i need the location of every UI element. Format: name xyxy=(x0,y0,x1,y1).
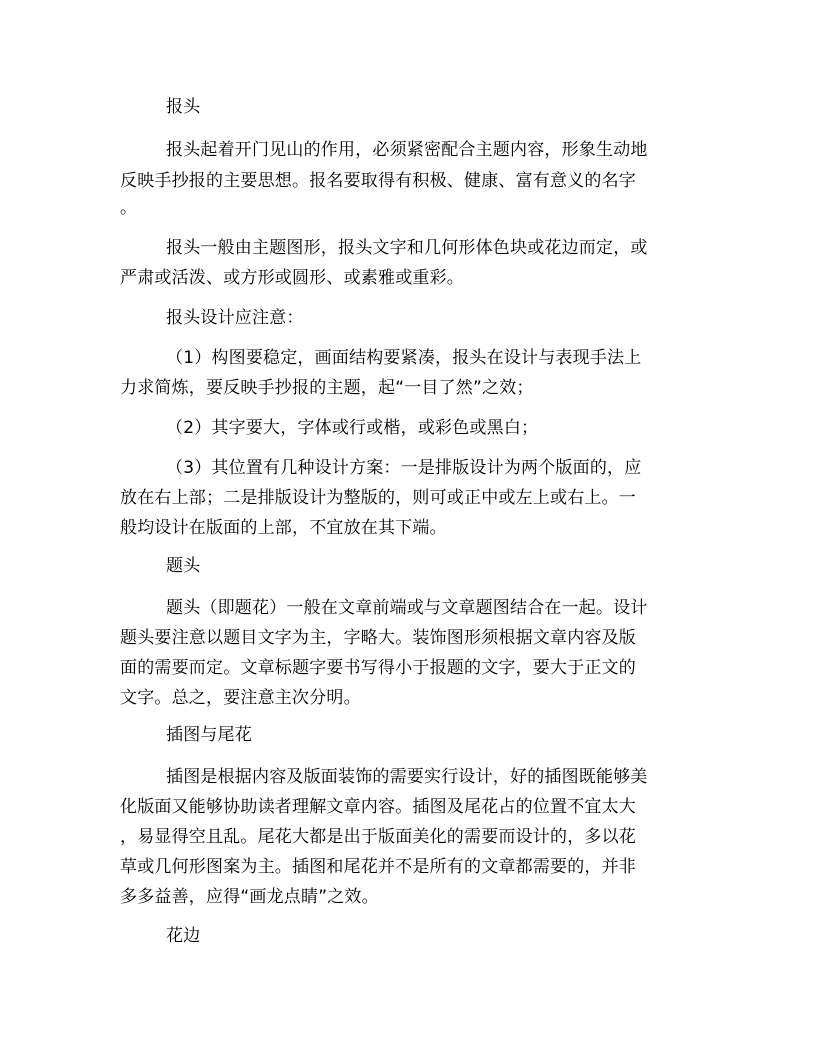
paragraph-line: （1）构图要稳定，画面结构要紧凑，报头在设计与表现手法上 xyxy=(166,348,642,368)
paragraph-line: 力求简炼，要反映手抄报的主题，起“一目了然”之效； xyxy=(120,378,534,398)
paragraph-line: 文字。总之，要注意主次分明。 xyxy=(120,688,361,708)
section-heading: 报头 xyxy=(166,97,201,117)
paragraph-line: 面的需要而定。文章标题字要书写得小于报题的文字，要大于正文的 xyxy=(120,658,636,678)
paragraph-line: 题头（即题花）一般在文章前端或与文章题图结合在一起。设计 xyxy=(166,598,648,618)
paragraph-line: （3）其位置有几种设计方案：一是排版设计为两个版面的，应 xyxy=(166,458,642,478)
paragraph-line: 反映手抄报的主要思想。报名要取得有积极、健康、富有意义的名字 xyxy=(120,171,636,191)
paragraph-line: 报头一般由主题图形，报头文字和几何形体色块或花边而定，或 xyxy=(166,238,648,258)
paragraph-line: 题头要注意以题目文字为主，字略大。装饰图形须根据文章内容及版 xyxy=(120,628,636,648)
paragraph-line: 草或几何形图案为主。插图和尾花并不是所有的文章都需要的，并非 xyxy=(120,857,636,877)
paragraph-line: ，易显得空且乱。尾花大都是出于版面美化的需要而设计的，多以花 xyxy=(120,827,636,847)
paragraph-line: 报头起着开门见山的作用，必须紧密配合主题内容，形象生动地 xyxy=(166,140,648,160)
paragraph-line: 报头设计应注意： xyxy=(166,308,304,328)
paragraph-line: （2）其字要大，字体或行或楷，或彩色或黑白； xyxy=(166,418,539,438)
paragraph-line: 。 xyxy=(120,198,138,218)
paragraph-line: 化版面又能够协助读者理解文章内容。插图及尾花占的位置不宜太大 xyxy=(120,797,636,817)
paragraph-line: 严肃或活泼、或方形或圆形、或素雅或重彩。 xyxy=(120,268,464,288)
paragraph-line: 般均设计在版面的上部，不宜放在其下端。 xyxy=(120,518,447,538)
paragraph-line: 放在右上部；二是排版设计为整版的，则可或正中或左上或右上。一 xyxy=(120,488,636,508)
section-heading: 题头 xyxy=(166,556,201,576)
paragraph-line: 多多益善，应得“画龙点睛”之效。 xyxy=(120,887,379,907)
section-heading: 插图与尾花 xyxy=(166,725,252,745)
section-heading: 花边 xyxy=(166,926,201,946)
paragraph-line: 插图是根据内容及版面装饰的需要实行设计，好的插图既能够美 xyxy=(166,767,648,787)
